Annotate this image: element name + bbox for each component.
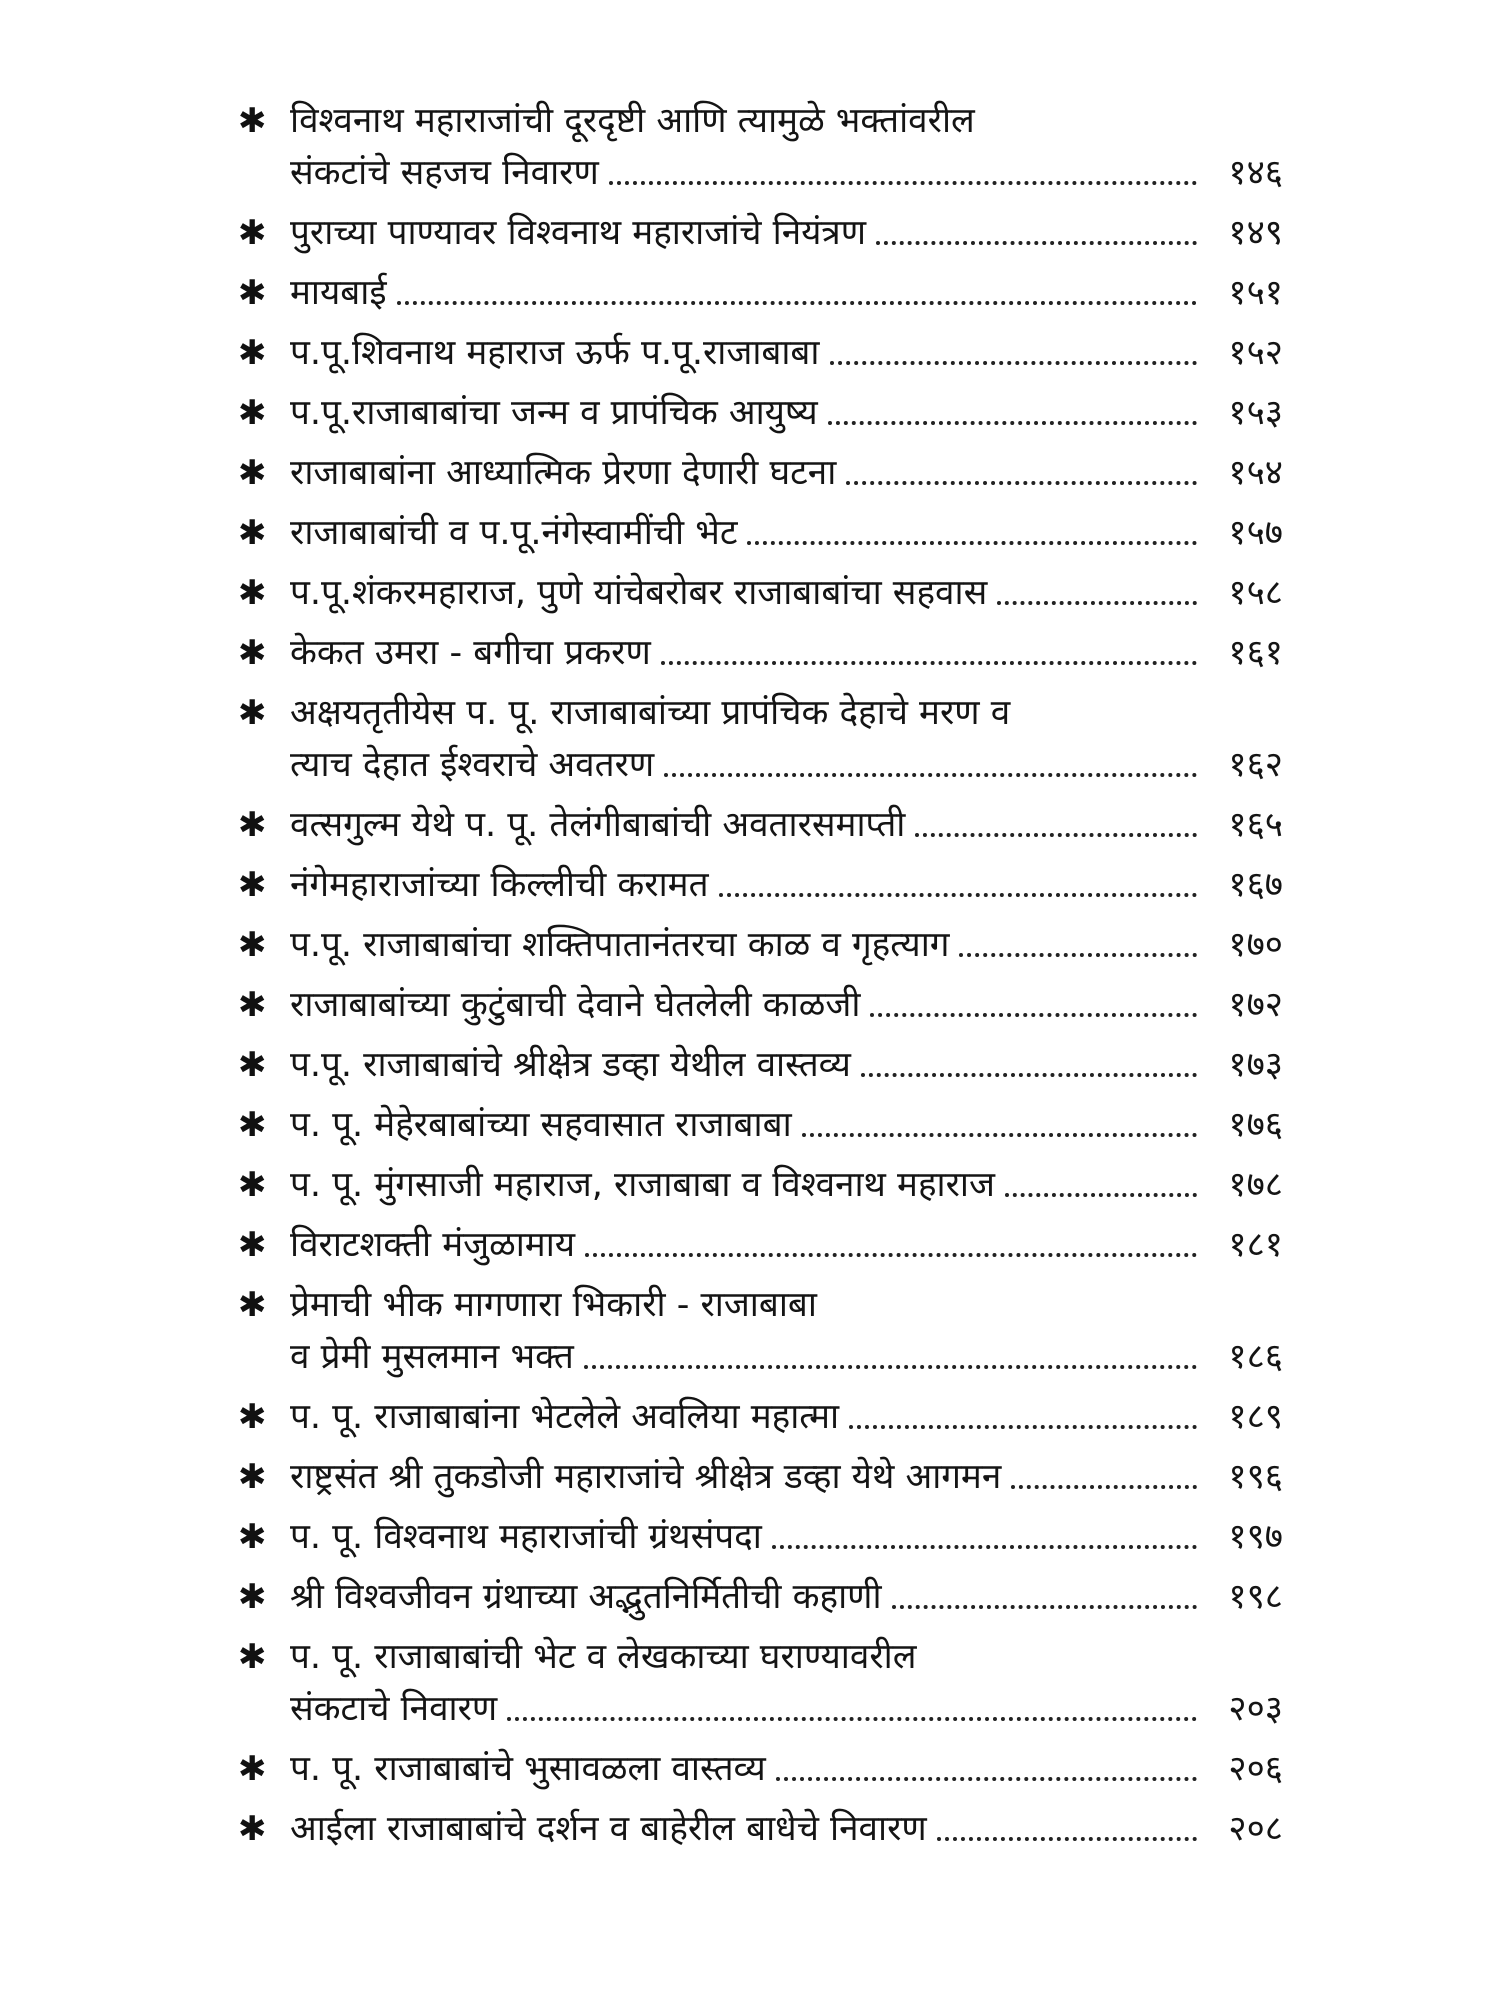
star-bullet-icon: ✱ [238,1165,267,1205]
toc-entry-line [238,267,1283,319]
toc-entry [238,627,1283,679]
dot-leader [959,953,1197,957]
toc-entry-line [238,1219,1283,1271]
star-bullet-icon: ✱ [238,1577,267,1617]
toc-entry [238,687,1283,791]
toc-entry-title: व प्रेमी मुसलमान भक्त [290,1337,574,1377]
toc-entry-title: अक्षयतृतीयेस प. पू. राजाबाबांच्या प्रापंचिक देहाचे मरण व [290,693,1011,733]
toc-entry-title: प. पू. मुंगसाजी महाराज, राजाबाबा व विश्वनाथ महाराज [290,1165,995,1205]
star-bullet-icon: ✱ [238,693,267,733]
toc-entry-title: वत्सगुल्म येथे प. पू. तेलंगीबाबांची अवतारसमाप्ती [290,805,906,845]
toc-page-number: १९८ [1228,1577,1283,1617]
dot-leader [802,1133,1197,1137]
toc-page-number: २०६ [1228,1749,1283,1789]
star-bullet-icon: ✱ [238,453,267,493]
toc-entry [238,799,1283,851]
star-bullet-icon: ✱ [238,1637,267,1677]
toc-entry [238,507,1283,559]
star-bullet-icon: ✱ [238,273,267,313]
star-bullet-icon: ✱ [238,1749,267,1789]
star-bullet-icon: ✱ [238,1105,267,1145]
dot-leader [661,661,1197,665]
toc-page-number: १६७ [1228,865,1283,905]
toc-entry [238,1039,1283,1091]
toc-page-number: २०३ [1228,1689,1283,1729]
toc-entry-line [238,387,1283,439]
dot-leader [870,1013,1197,1017]
toc-page-number: १९६ [1228,1457,1283,1497]
toc-page-number: १६५ [1228,805,1283,845]
toc-page-number: १८१ [1228,1225,1283,1265]
toc-entry-title: पुराच्या पाण्यावर विश्वनाथ महाराजांचे नियंत्रण [290,213,867,253]
star-bullet-icon: ✱ [238,925,267,965]
toc-entry-title: विराटशक्ती मंजुळामाय [290,1225,576,1265]
toc-entry-line [238,147,1283,199]
table-of-contents [238,95,1283,1863]
star-bullet-icon: ✱ [238,393,267,433]
star-bullet-icon: ✱ [238,573,267,613]
toc-entry [238,1391,1283,1443]
dot-leader [892,1605,1197,1609]
toc-page-number: १६१ [1228,633,1283,673]
toc-page-number: १७० [1228,925,1283,965]
star-bullet-icon: ✱ [238,213,267,253]
dot-leader [849,1425,1197,1429]
toc-entry-line [238,1159,1283,1211]
toc-entry [238,1159,1283,1211]
toc-entry-title: राजाबाबांच्या कुटुंबाची देवाने घेतलेली काळजी [290,985,861,1025]
toc-entry-line [238,687,1283,739]
toc-entry [238,1219,1283,1271]
toc-entry-line [238,1331,1283,1383]
toc-entry-title: नंगेमहाराजांच्या किल्लीची करामत [290,865,709,905]
toc-entry-title: राष्ट्रसंत श्री तुकडोजी महाराजांचे श्रीक्षेत्र डव्हा येथे आगमन [290,1457,1002,1497]
toc-entry [238,327,1283,379]
toc-page-number: १७२ [1228,985,1283,1025]
toc-entry-line [238,1391,1283,1443]
dot-leader [585,1253,1197,1257]
dot-leader [397,301,1197,305]
toc-entry-title: प. पू. राजाबाबांचे भुसावळला वास्तव्य [290,1749,766,1789]
toc-entry-title: आईला राजाबाबांचे दर्शन व बाहेरील बाधेचे निवारण [290,1809,927,1849]
toc-entry-line [238,1571,1283,1623]
toc-entry-title: प.पू. राजाबाबांचा शक्तिपातानंतरचा काळ व गृहत्याग [290,925,950,965]
dot-leader [664,773,1197,777]
toc-entry-title: विश्वनाथ महाराजांची दूरदृष्टी आणि त्यामुळे भक्तांवरील [290,101,975,141]
toc-page-number: १७८ [1228,1165,1283,1205]
toc-page-number: १४६ [1228,153,1283,193]
dot-leader [507,1717,1197,1721]
star-bullet-icon: ✱ [238,865,267,905]
toc-page-number: १९७ [1228,1517,1283,1557]
dot-leader [861,1073,1197,1077]
toc-entry [238,1451,1283,1503]
toc-entry [238,859,1283,911]
toc-entry-line [238,1451,1283,1503]
star-bullet-icon: ✱ [238,805,267,845]
toc-entry-line [238,919,1283,971]
toc-entry-title: प. पू. मेहेरबाबांच्या सहवासात राजाबाबा [290,1105,792,1145]
toc-entry [238,447,1283,499]
star-bullet-icon: ✱ [238,1457,267,1497]
toc-entry [238,95,1283,199]
dot-leader [1011,1485,1197,1489]
toc-entry [238,1099,1283,1151]
toc-entry-title: त्याच देहात ईश्वराचे अवतरण [290,745,655,785]
toc-page-number: १८६ [1228,1337,1283,1377]
toc-page-number: १७६ [1228,1105,1283,1145]
toc-page-number: १४९ [1228,213,1283,253]
toc-page-number: १६२ [1228,745,1283,785]
toc-entry-title: प. पू. विश्वनाथ महाराजांची ग्रंथसंपदा [290,1517,762,1557]
toc-entry-line [238,799,1283,851]
toc-entry-title: प.पू. राजाबाबांचे श्रीक्षेत्र डव्हा येथील वास्तव्य [290,1045,851,1085]
dot-leader [772,1545,1197,1549]
toc-entry-line [238,1511,1283,1563]
toc-entry [238,1279,1283,1383]
toc-entry [238,387,1283,439]
toc-entry-line [238,627,1283,679]
toc-page-number: १८९ [1228,1397,1283,1437]
dot-leader [609,181,1197,185]
toc-entry-title: प.पू.राजाबाबांचा जन्म व प्रापंचिक आयुष्य [290,393,818,433]
toc-entry-title: प.पू.शंकरमहाराज, पुणे यांचेबरोबर राजाबाबांचा सहवास [290,573,988,613]
toc-entry-title: प. पू. राजाबाबांना भेटलेले अवलिया महात्मा [290,1397,840,1437]
toc-entry-line [238,1099,1283,1151]
dot-leader [1005,1193,1197,1197]
toc-entry [238,267,1283,319]
toc-entry [238,1743,1283,1795]
star-bullet-icon: ✱ [238,513,267,553]
toc-entry [238,567,1283,619]
toc-entry [238,1803,1283,1855]
toc-entry-title: श्री विश्वजीवन ग्रंथाच्या अद्भुतनिर्मितीची कहाणी [290,1577,882,1617]
toc-entry-line [238,1743,1283,1795]
dot-leader [915,833,1197,837]
star-bullet-icon: ✱ [238,633,267,673]
star-bullet-icon: ✱ [238,985,267,1025]
toc-entry [238,207,1283,259]
toc-entry-line [238,979,1283,1031]
toc-entry-line [238,1039,1283,1091]
star-bullet-icon: ✱ [238,1225,267,1265]
toc-entry-line [238,1279,1283,1331]
toc-entry-line [238,859,1283,911]
toc-page-number: १५४ [1228,453,1283,493]
toc-entry-title: संकटाचे निवारण [290,1689,498,1729]
dot-leader [846,481,1197,485]
toc-entry-line [238,739,1283,791]
toc-entry-title: प्रेमाची भीक मागणारा भिकारी - राजाबाबा [290,1285,817,1325]
toc-entry-line [238,507,1283,559]
dot-leader [719,893,1197,897]
toc-entry-line [238,1631,1283,1683]
dot-leader [997,601,1197,605]
toc-entry-title: प.पू.शिवनाथ महाराज ऊर्फ प.पू.राजाबाबा [290,333,820,373]
toc-entry-line [238,1803,1283,1855]
toc-entry [238,979,1283,1031]
star-bullet-icon: ✱ [238,1517,267,1557]
dot-leader [830,361,1198,365]
toc-entry [238,919,1283,971]
toc-page-number: १५१ [1228,273,1283,313]
toc-entry-title: संकटांचे सहजच निवारण [290,153,599,193]
toc-entry [238,1571,1283,1623]
toc-page-number: १५३ [1228,393,1283,433]
toc-entry-title: केकत उमरा - बगीचा प्रकरण [290,633,651,673]
star-bullet-icon: ✱ [238,1397,267,1437]
toc-entry-title: प. पू. राजाबाबांची भेट व लेखकाच्या घराण्यावरील [290,1637,917,1677]
toc-page-number: १५८ [1228,573,1283,613]
toc-page-number: १५७ [1228,513,1283,553]
star-bullet-icon: ✱ [238,101,267,141]
toc-entry-line [238,207,1283,259]
toc-entry-line [238,1683,1283,1735]
dot-leader [776,1777,1197,1781]
star-bullet-icon: ✱ [238,333,267,373]
toc-entry-line [238,567,1283,619]
dot-leader [937,1837,1197,1841]
toc-entry [238,1631,1283,1735]
toc-entry-line [238,327,1283,379]
toc-page-number: २०८ [1228,1809,1283,1849]
toc-page-number: १५२ [1228,333,1283,373]
toc-page-number: १७३ [1228,1045,1283,1085]
star-bullet-icon: ✱ [238,1285,267,1325]
toc-entry-title: मायबाई [290,273,387,313]
dot-leader [876,241,1197,245]
toc-entry-line [238,447,1283,499]
star-bullet-icon: ✱ [238,1809,267,1849]
toc-entry-title: राजाबाबांना आध्यात्मिक प्रेरणा देणारी घटना [290,453,837,493]
toc-entry-line [238,95,1283,147]
dot-leader [828,421,1197,425]
star-bullet-icon: ✱ [238,1045,267,1085]
toc-entry [238,1511,1283,1563]
dot-leader [584,1365,1197,1369]
dot-leader [747,541,1197,545]
toc-entry-title: राजाबाबांची व प.पू.नंगेस्वामींची भेट [290,513,738,553]
